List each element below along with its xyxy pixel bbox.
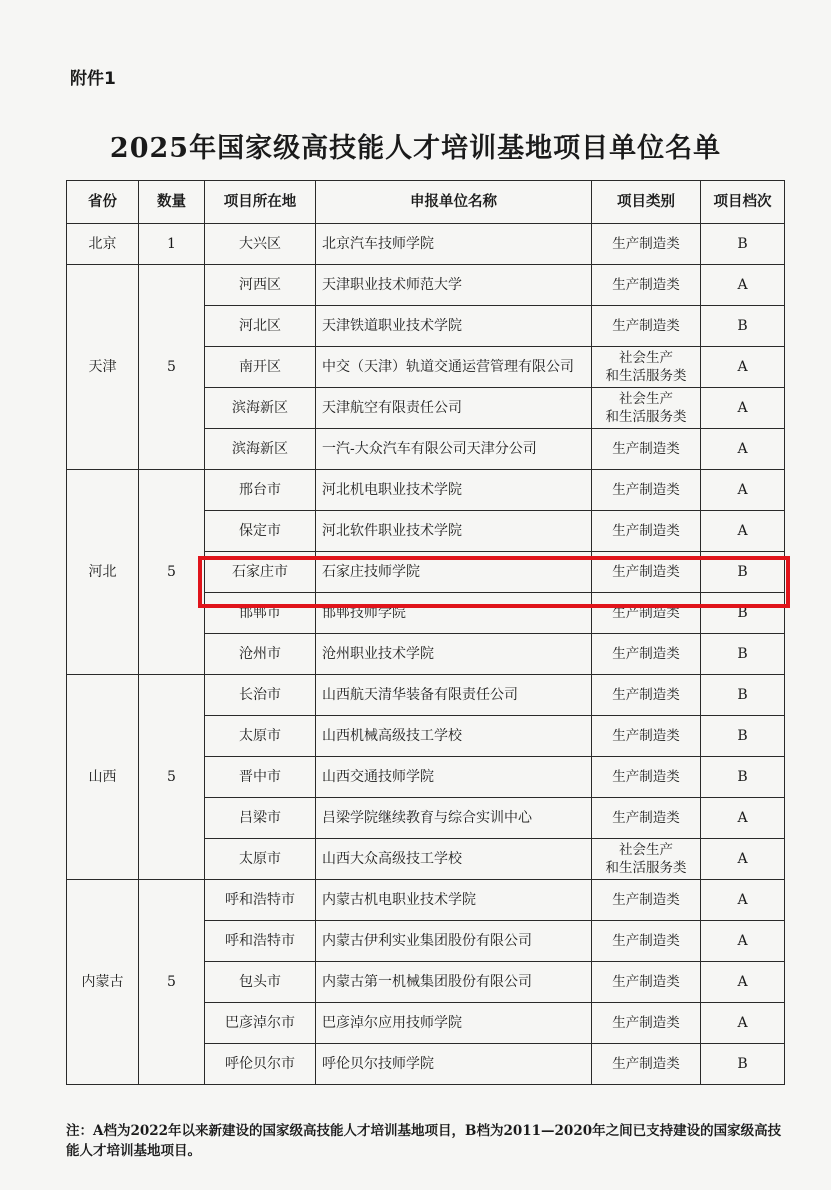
category-cell: 社会生产 和生活服务类 [592, 839, 701, 880]
unit-name-cell: 山西航天清华装备有限责任公司 [316, 675, 592, 716]
header-location: 项目所在地 [205, 181, 316, 224]
header-count: 数量 [139, 181, 205, 224]
level-cell: B [701, 224, 785, 265]
level-cell: A [701, 880, 785, 921]
unit-name-cell: 内蒙古第一机械集团股份有限公司 [316, 962, 592, 1003]
unit-name-cell: 邯郸技师学院 [316, 593, 592, 634]
category-cell: 生产制造类 [592, 511, 701, 552]
header-category: 项目类别 [592, 181, 701, 224]
level-cell: B [701, 306, 785, 347]
category-cell: 生产制造类 [592, 675, 701, 716]
unit-name-cell: 河北机电职业技术学院 [316, 470, 592, 511]
category-cell: 生产制造类 [592, 962, 701, 1003]
unit-name-cell: 呼伦贝尔技师学院 [316, 1044, 592, 1085]
province-cell: 内蒙古 [67, 880, 139, 1085]
category-cell: 生产制造类 [592, 470, 701, 511]
location-cell: 大兴区 [205, 224, 316, 265]
level-cell: A [701, 921, 785, 962]
count-cell: 5 [139, 470, 205, 675]
category-cell: 生产制造类 [592, 429, 701, 470]
location-cell: 石家庄市 [205, 552, 316, 593]
location-cell: 呼和浩特市 [205, 921, 316, 962]
table-row [67, 880, 785, 921]
unit-name-cell: 山西机械高级技工学校 [316, 716, 592, 757]
level-cell: A [701, 798, 785, 839]
level-cell: A [701, 388, 785, 429]
level-cell: A [701, 1003, 785, 1044]
level-cell: B [701, 1044, 785, 1085]
count-cell: 5 [139, 675, 205, 880]
province-cell: 山西 [67, 675, 139, 880]
table-body [67, 224, 785, 1085]
category-cell: 生产制造类 [592, 798, 701, 839]
category-cell: 生产制造类 [592, 265, 701, 306]
category-cell: 生产制造类 [592, 593, 701, 634]
unit-name-cell: 沧州职业技术学院 [316, 634, 592, 675]
category-cell: 生产制造类 [592, 880, 701, 921]
category-cell: 生产制造类 [592, 1003, 701, 1044]
unit-name-cell: 中交（天津）轨道交通运营管理有限公司 [316, 347, 592, 388]
count-cell: 5 [139, 880, 205, 1085]
level-cell: B [701, 552, 785, 593]
level-cell: A [701, 511, 785, 552]
unit-name-cell: 一汽-大众汽车有限公司天津分公司 [316, 429, 592, 470]
location-cell: 滨海新区 [205, 388, 316, 429]
count-cell: 5 [139, 265, 205, 470]
category-cell: 生产制造类 [592, 921, 701, 962]
level-cell: B [701, 593, 785, 634]
province-cell: 北京 [67, 224, 139, 265]
province-cell: 河北 [67, 470, 139, 675]
category-cell: 生产制造类 [592, 716, 701, 757]
unit-name-cell: 天津职业技术师范大学 [316, 265, 592, 306]
level-cell: B [701, 675, 785, 716]
category-cell: 生产制造类 [592, 552, 701, 593]
category-cell: 社会生产 和生活服务类 [592, 347, 701, 388]
document-title: 2025年国家级高技能人才培训基地项目单位名单 [109, 133, 722, 164]
unit-name-cell: 河北软件职业技术学院 [316, 511, 592, 552]
unit-name-cell: 石家庄技师学院 [316, 552, 592, 593]
table-row [67, 224, 785, 265]
unit-list-table [66, 180, 785, 1085]
category-cell: 生产制造类 [592, 306, 701, 347]
location-cell: 河北区 [205, 306, 316, 347]
table-row [67, 675, 785, 716]
level-cell: A [701, 470, 785, 511]
location-cell: 滨海新区 [205, 429, 316, 470]
category-cell: 生产制造类 [592, 634, 701, 675]
header-unit-name: 申报单位名称 [316, 181, 592, 224]
location-cell: 河西区 [205, 265, 316, 306]
location-cell: 呼伦贝尔市 [205, 1044, 316, 1085]
table-row [67, 265, 785, 306]
category-cell: 生产制造类 [592, 224, 701, 265]
location-cell: 巴彦淖尔市 [205, 1003, 316, 1044]
unit-name-cell: 天津航空有限责任公司 [316, 388, 592, 429]
unit-name-cell: 山西大众高级技工学校 [316, 839, 592, 880]
level-cell: A [701, 839, 785, 880]
footnote: 注：A档为2022年以来新建设的国家级高技能人才培训基地项目，B档为2011—2020年之间已支持建设的国家级高技能人才培训基地项目。 [66, 1123, 782, 1159]
unit-name-cell: 天津铁道职业技术学院 [316, 306, 592, 347]
level-cell: B [701, 757, 785, 798]
location-cell: 保定市 [205, 511, 316, 552]
table-header-row [67, 181, 785, 224]
location-cell: 呼和浩特市 [205, 880, 316, 921]
location-cell: 太原市 [205, 839, 316, 880]
location-cell: 吕梁市 [205, 798, 316, 839]
unit-name-cell: 山西交通技师学院 [316, 757, 592, 798]
unit-name-cell: 吕梁学院继续教育与综合实训中心 [316, 798, 592, 839]
unit-name-cell: 内蒙古机电职业技术学院 [316, 880, 592, 921]
location-cell: 包头市 [205, 962, 316, 1003]
category-cell: 生产制造类 [592, 1044, 701, 1085]
location-cell: 沧州市 [205, 634, 316, 675]
location-cell: 南开区 [205, 347, 316, 388]
location-cell: 长治市 [205, 675, 316, 716]
table-row [67, 470, 785, 511]
unit-name-cell: 北京汽车技师学院 [316, 224, 592, 265]
level-cell: A [701, 429, 785, 470]
location-cell: 太原市 [205, 716, 316, 757]
attachment-label: 附件1 [70, 69, 116, 89]
location-cell: 邢台市 [205, 470, 316, 511]
header-level: 项目档次 [701, 181, 785, 224]
count-cell: 1 [139, 224, 205, 265]
location-cell: 晋中市 [205, 757, 316, 798]
location-cell: 邯郸市 [205, 593, 316, 634]
province-cell: 天津 [67, 265, 139, 470]
level-cell: A [701, 265, 785, 306]
level-cell: B [701, 716, 785, 757]
unit-name-cell: 内蒙古伊利实业集团股份有限公司 [316, 921, 592, 962]
header-province: 省份 [67, 181, 139, 224]
level-cell: A [701, 962, 785, 1003]
level-cell: B [701, 634, 785, 675]
category-cell: 社会生产 和生活服务类 [592, 388, 701, 429]
level-cell: A [701, 347, 785, 388]
unit-name-cell: 巴彦淖尔应用技师学院 [316, 1003, 592, 1044]
category-cell: 生产制造类 [592, 757, 701, 798]
